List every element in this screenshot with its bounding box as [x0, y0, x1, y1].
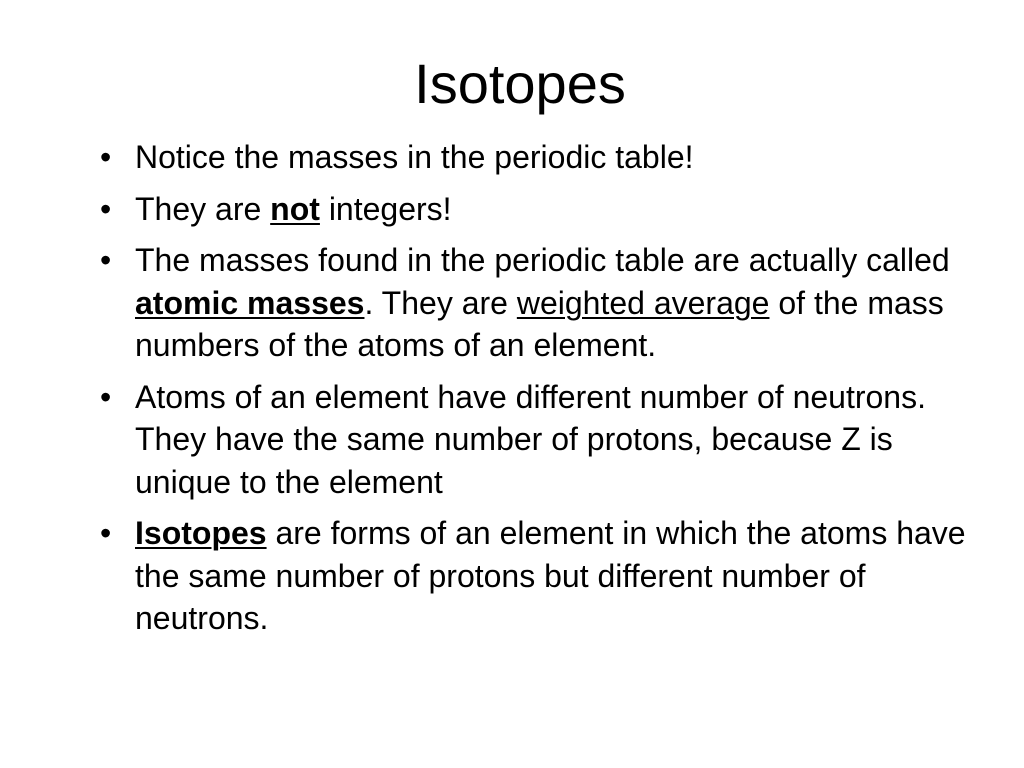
- bullet-icon: •: [100, 139, 112, 175]
- bullet-item-atomic-masses: [96, 239, 976, 367]
- bullet-text: . They are: [364, 284, 517, 321]
- bullet-icon: •: [100, 242, 112, 278]
- bullet-item-not-integers: [96, 188, 976, 231]
- bullet-icon: •: [100, 378, 112, 415]
- bullet-item-neutrons: [96, 376, 976, 504]
- slide-title: Isotopes: [414, 52, 626, 115]
- bullet-item-masses-notice: [96, 136, 976, 179]
- bullet-text: integers!: [319, 190, 452, 227]
- term-isotopes: Isotopes: [135, 515, 267, 551]
- bullet-text: They are: [135, 190, 271, 227]
- term-atomic-masses: atomic masses: [135, 284, 365, 321]
- bullet-text: The masses found in the periodic table are actually called: [135, 242, 950, 278]
- bullet-text: Notice the masses in the periodic table!: [135, 139, 694, 175]
- bullet-text: are forms of an element in which the atoms have the same number of protons but different number of neutrons.: [135, 515, 966, 636]
- emphasis-not: not: [270, 190, 320, 227]
- bullet-text: of the mass numbers of the atoms of an element.: [135, 284, 944, 363]
- term-weighted-average: weighted average: [516, 284, 770, 321]
- bullet-list: [96, 136, 976, 649]
- bullet-icon: •: [100, 190, 112, 227]
- bullet-icon: •: [100, 515, 112, 551]
- bullet-text: Atoms of an element have different number of neutrons. They have the same number of protons, because Z is unique to the element: [135, 378, 926, 500]
- bullet-item-isotopes-definition: [96, 512, 976, 640]
